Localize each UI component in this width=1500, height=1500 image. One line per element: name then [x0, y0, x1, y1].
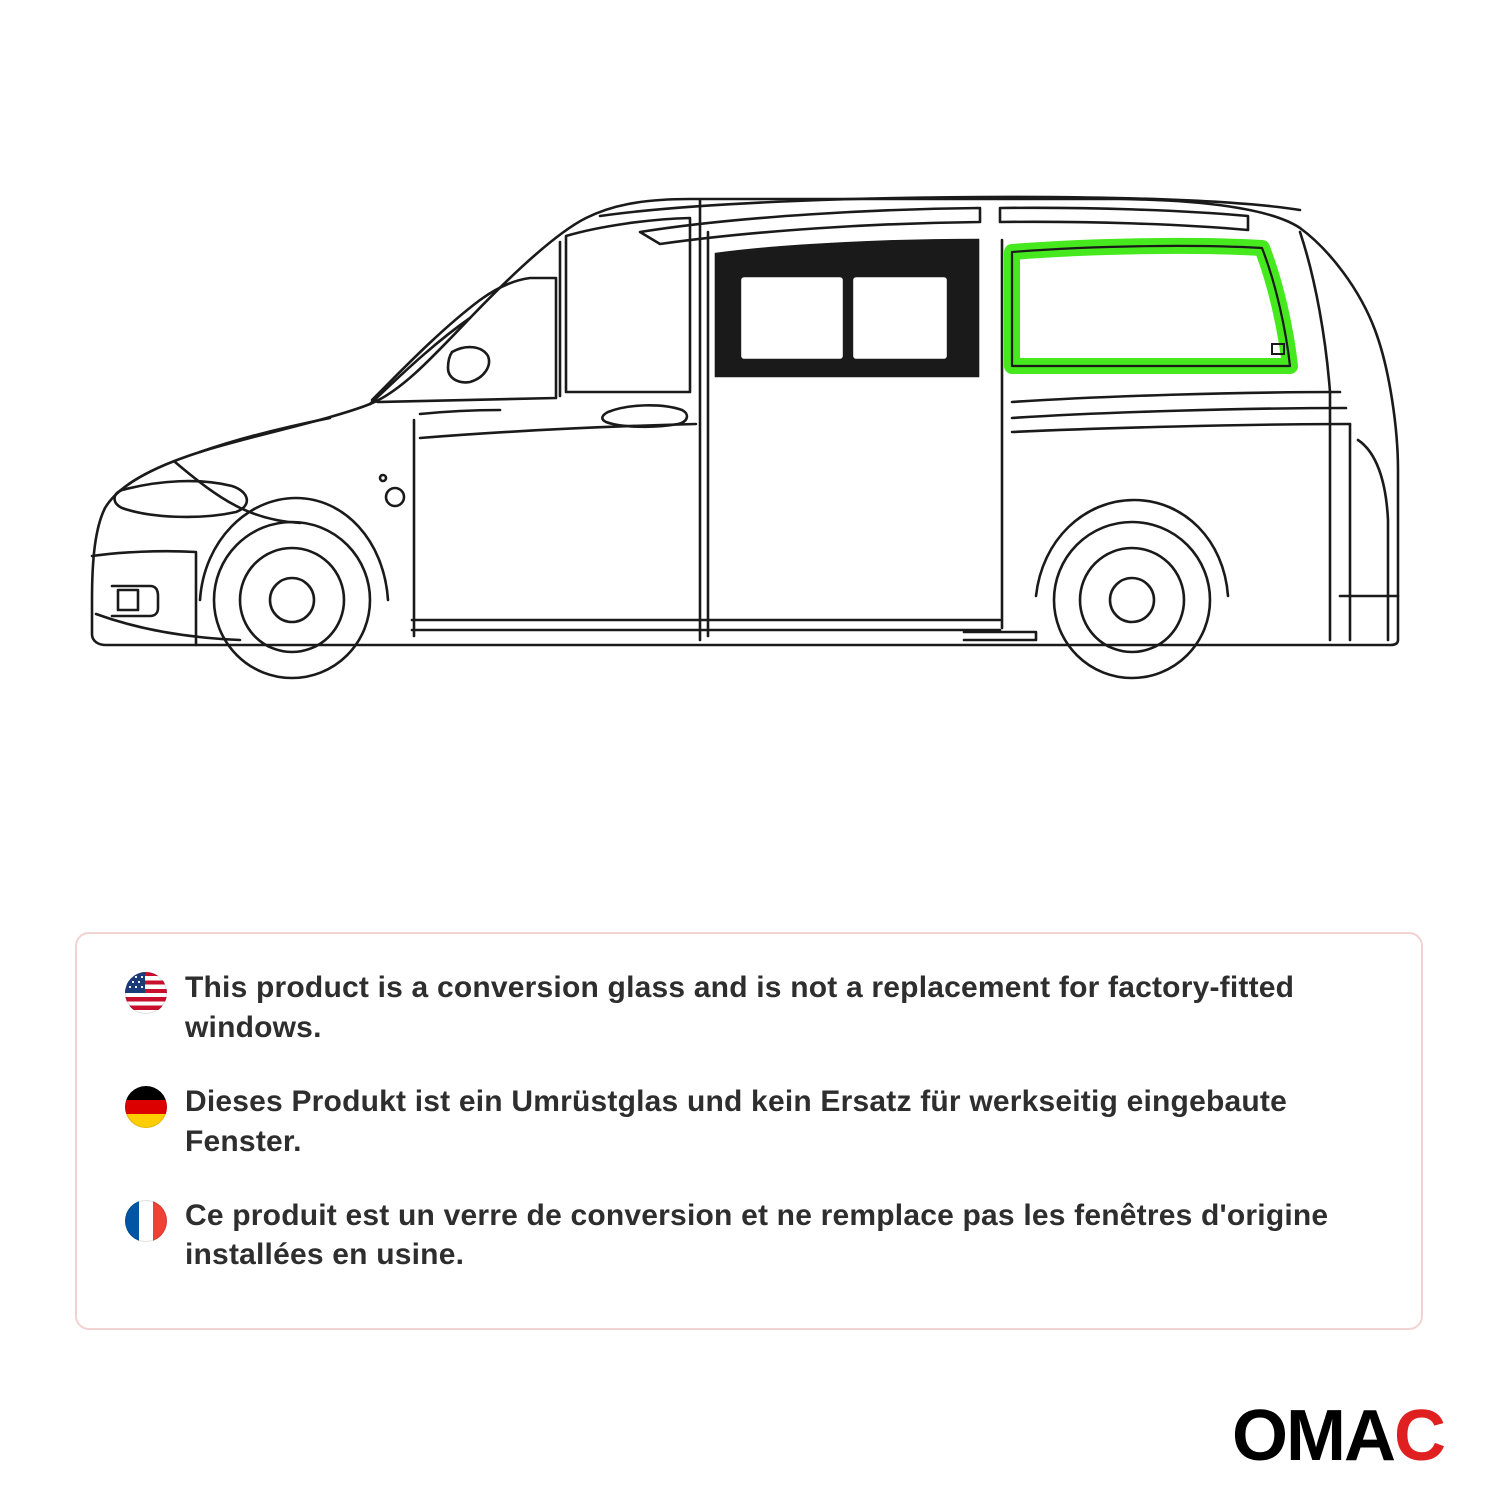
highlighted-conversion-glass	[1012, 246, 1290, 366]
flag-us-icon	[125, 972, 167, 1014]
tinted-window-pane-right	[852, 276, 948, 360]
rear-wheel-tire	[1054, 522, 1210, 678]
rear-quarter-line	[1358, 440, 1388, 640]
flag-fr-icon	[125, 1200, 167, 1242]
a-pillar	[370, 318, 470, 404]
front-wheel-tire	[214, 522, 370, 678]
mid-crease-line	[1012, 408, 1346, 418]
belt-line-front	[420, 424, 696, 438]
notice-text-de: Dieses Produkt ist ein Umrüstglas und kein Ersatz für werkseitig eingebaute Fenster.	[185, 1084, 1287, 1158]
front-bumper	[92, 551, 196, 645]
rear-wheel-hub	[1110, 578, 1154, 622]
side-mirror	[448, 347, 489, 382]
front-side-window	[566, 218, 690, 392]
sliding-door-tinted-window	[716, 240, 978, 376]
notice-text-en: This product is a conversion glass and is not a replacement for factory-fitted windows.	[185, 971, 1295, 1044]
logo-text-om: OM	[1232, 1396, 1344, 1476]
logo-text-c: C	[1394, 1396, 1444, 1476]
notice-row-fr	[125, 1196, 1381, 1276]
rear-wheel-rim	[1080, 548, 1184, 652]
notice-row-en	[125, 968, 1381, 1048]
fuel-cap	[386, 488, 404, 506]
multilingual-notice-panel	[75, 932, 1423, 1330]
omac-brand-logo	[1232, 1396, 1444, 1476]
rear-pillar-seam	[1300, 232, 1330, 640]
tinted-window-pane-left	[740, 276, 844, 360]
logo-text-a: A	[1344, 1396, 1394, 1476]
body-marker-dot	[380, 475, 386, 481]
headlight	[115, 481, 247, 517]
roof-rail-rear	[1000, 208, 1248, 230]
lower-crease-line	[1012, 424, 1350, 432]
notice-text-fr: Ce produit est un verre de conversion et ne remplace pas les fenêtres d'origine installées en usine.	[185, 1198, 1329, 1272]
front-wheel-rim	[240, 548, 344, 652]
front-fender-line	[175, 462, 300, 523]
rocker-step	[964, 632, 1036, 640]
upper-crease-line	[1012, 392, 1340, 402]
wheels	[214, 522, 1210, 678]
flag-de-icon	[125, 1086, 167, 1128]
fog-lamp	[118, 590, 138, 610]
front-door-seam	[420, 410, 500, 414]
notice-row-de	[125, 1082, 1381, 1162]
front-wheel-hub	[270, 578, 314, 622]
